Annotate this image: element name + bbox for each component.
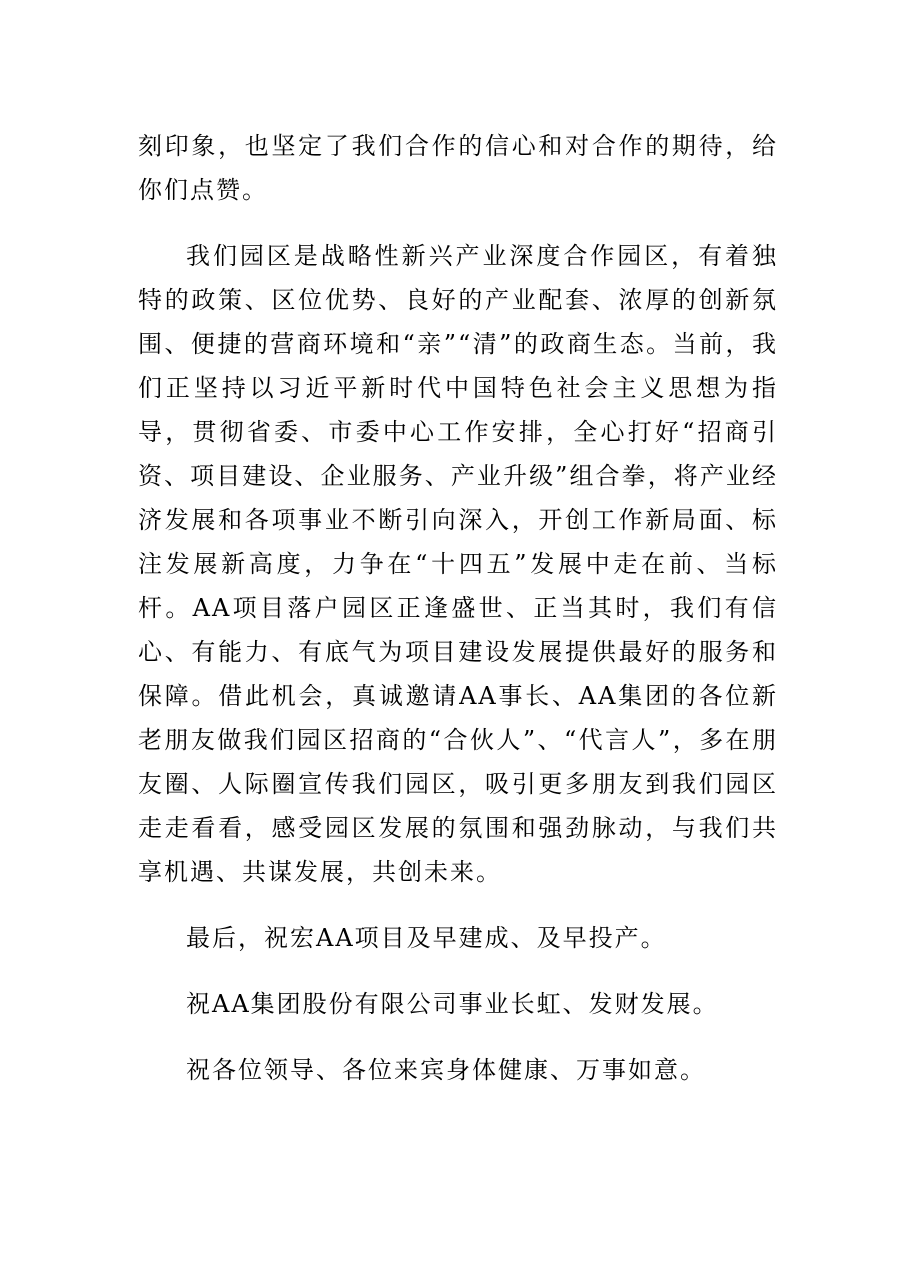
paragraph-park-introduction: 我们园区是战略性新兴产业深度合作园区，有着独特的政策、区位优势、良好的产业配套、浓厚的创新氛围、便捷的营商环境和“亲”“清”的政商生态。当前，我们正坚持以习近平新时代中国特色社会主义思想为指导，贯彻省委、市委中心工作安排，全心打好“招商引资、项目建设、企业服务、产业升级”组合拳，将产业经济发展和各项事业不断引向深入，开创工作新局面、标注发展新高度，力争在“十四五”发展中走在前、当标杆。AA项目落户园区正逢盛世、正当其时，我们有信心、有能力、有底气为项目建设发展提供最好的服务和保障。借此机会，真诚邀请AA事长、AA集团的各位新老朋友做我们园区招商的“合伙人”、“代言人”，多在朋友圈、人际圈宣传我们园区，吸引更多朋友到我们园区走走看看，感受园区发展的氛围和强劲脉动，与我们共享机遇、共谋发展，共创未来。	[138, 242, 778, 886]
paragraph-continuation: 刻印象，也坚定了我们合作的信心和对合作的期待，给你们点赞。	[138, 132, 778, 204]
document-body	[138, 124, 778, 1092]
paragraph-closing-wish-project: 最后，祝宏AA项目及早建成、及早投产。	[186, 924, 667, 952]
paragraph-closing-wish-guests: 祝各位领导、各位来宾身体健康、万事如意。	[186, 1056, 706, 1084]
paragraph-closing-wish-company: 祝AA集团股份有限公司事业长虹、发财发展。	[186, 990, 719, 1018]
